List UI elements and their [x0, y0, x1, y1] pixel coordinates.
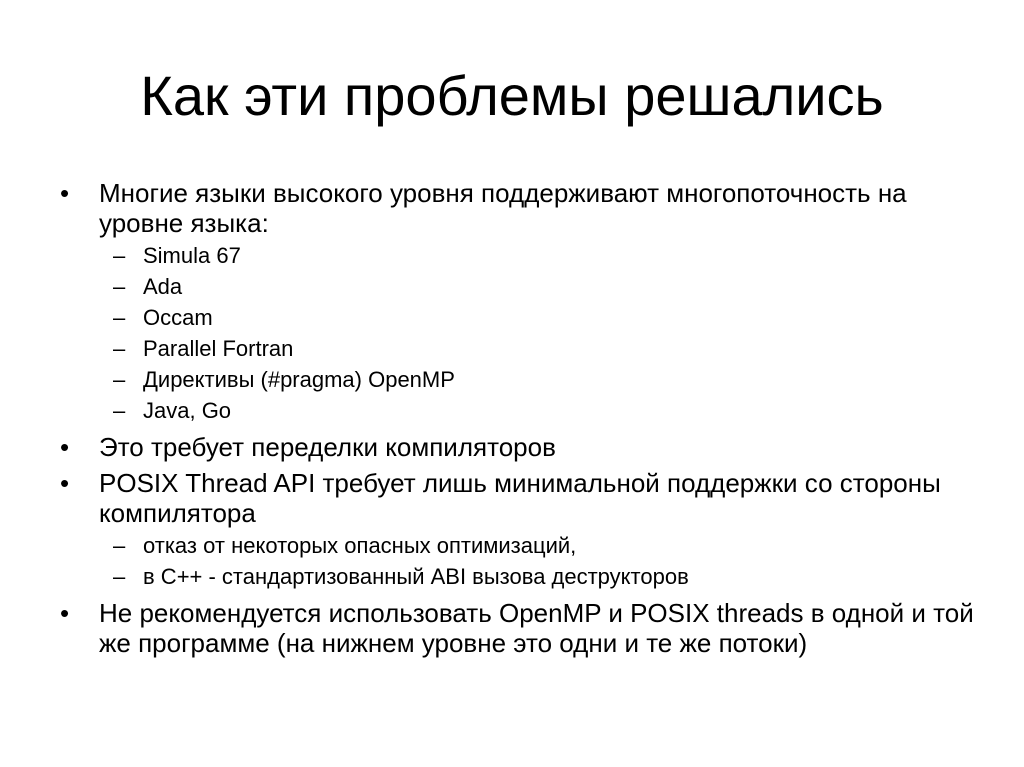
- bullet-item: [60, 178, 980, 426]
- dash-marker: –: [113, 274, 126, 299]
- sub-item: [99, 530, 980, 561]
- sub-item-text: в С++ - стандартизованный ABI вызова деструкторов: [143, 564, 689, 589]
- bullet-marker: •: [60, 178, 70, 208]
- bullet-marker: •: [60, 598, 70, 628]
- bullet-list: [60, 178, 980, 658]
- dash-marker: –: [113, 398, 126, 423]
- bullet-item: [60, 598, 980, 658]
- sub-item-text: Ada: [143, 274, 183, 299]
- dash-marker: –: [113, 564, 126, 589]
- bullet-text: Многие языки высокого уровня поддерживают многопоточность на уровне языка:: [99, 178, 907, 238]
- sub-item: [99, 302, 980, 333]
- sub-item-text: Occam: [143, 305, 213, 330]
- sub-item: [99, 240, 980, 271]
- bullet-marker: •: [60, 468, 70, 498]
- sub-list: [99, 530, 980, 592]
- dash-marker: –: [113, 305, 126, 330]
- bullet-marker: •: [60, 432, 70, 462]
- bullet-item: [60, 432, 980, 462]
- bullet-text: Это требует переделки компиляторов: [99, 432, 556, 462]
- sub-item-text: Parallel Fortran: [143, 336, 294, 361]
- bullet-text: Не рекомендуется использовать OpenMP и POSIX threads в одной и той же программе (на нижнем уровне это одни и те же потоки): [99, 598, 974, 658]
- sub-item: [99, 561, 980, 592]
- sub-item: [99, 395, 980, 426]
- sub-item-text: Директивы (#pragma) OpenMP: [143, 367, 455, 392]
- sub-item-text: Java, Go: [143, 398, 232, 423]
- bullet-item: [60, 468, 980, 592]
- sub-item-text: отказ от некоторых опасных оптимизаций,: [143, 533, 577, 558]
- dash-marker: –: [113, 367, 126, 392]
- slide-title: Как эти проблемы решались: [140, 64, 884, 127]
- sub-item: [99, 271, 980, 302]
- sub-item: [99, 364, 980, 395]
- sub-item: [99, 333, 980, 364]
- sub-list: [99, 240, 980, 426]
- bullet-text: POSIX Thread API требует лишь минимальной поддержки со стороны компилятора: [99, 468, 941, 528]
- dash-marker: –: [113, 336, 126, 361]
- dash-marker: –: [113, 243, 126, 268]
- sub-item-text: Simula 67: [143, 243, 241, 268]
- dash-marker: –: [113, 533, 126, 558]
